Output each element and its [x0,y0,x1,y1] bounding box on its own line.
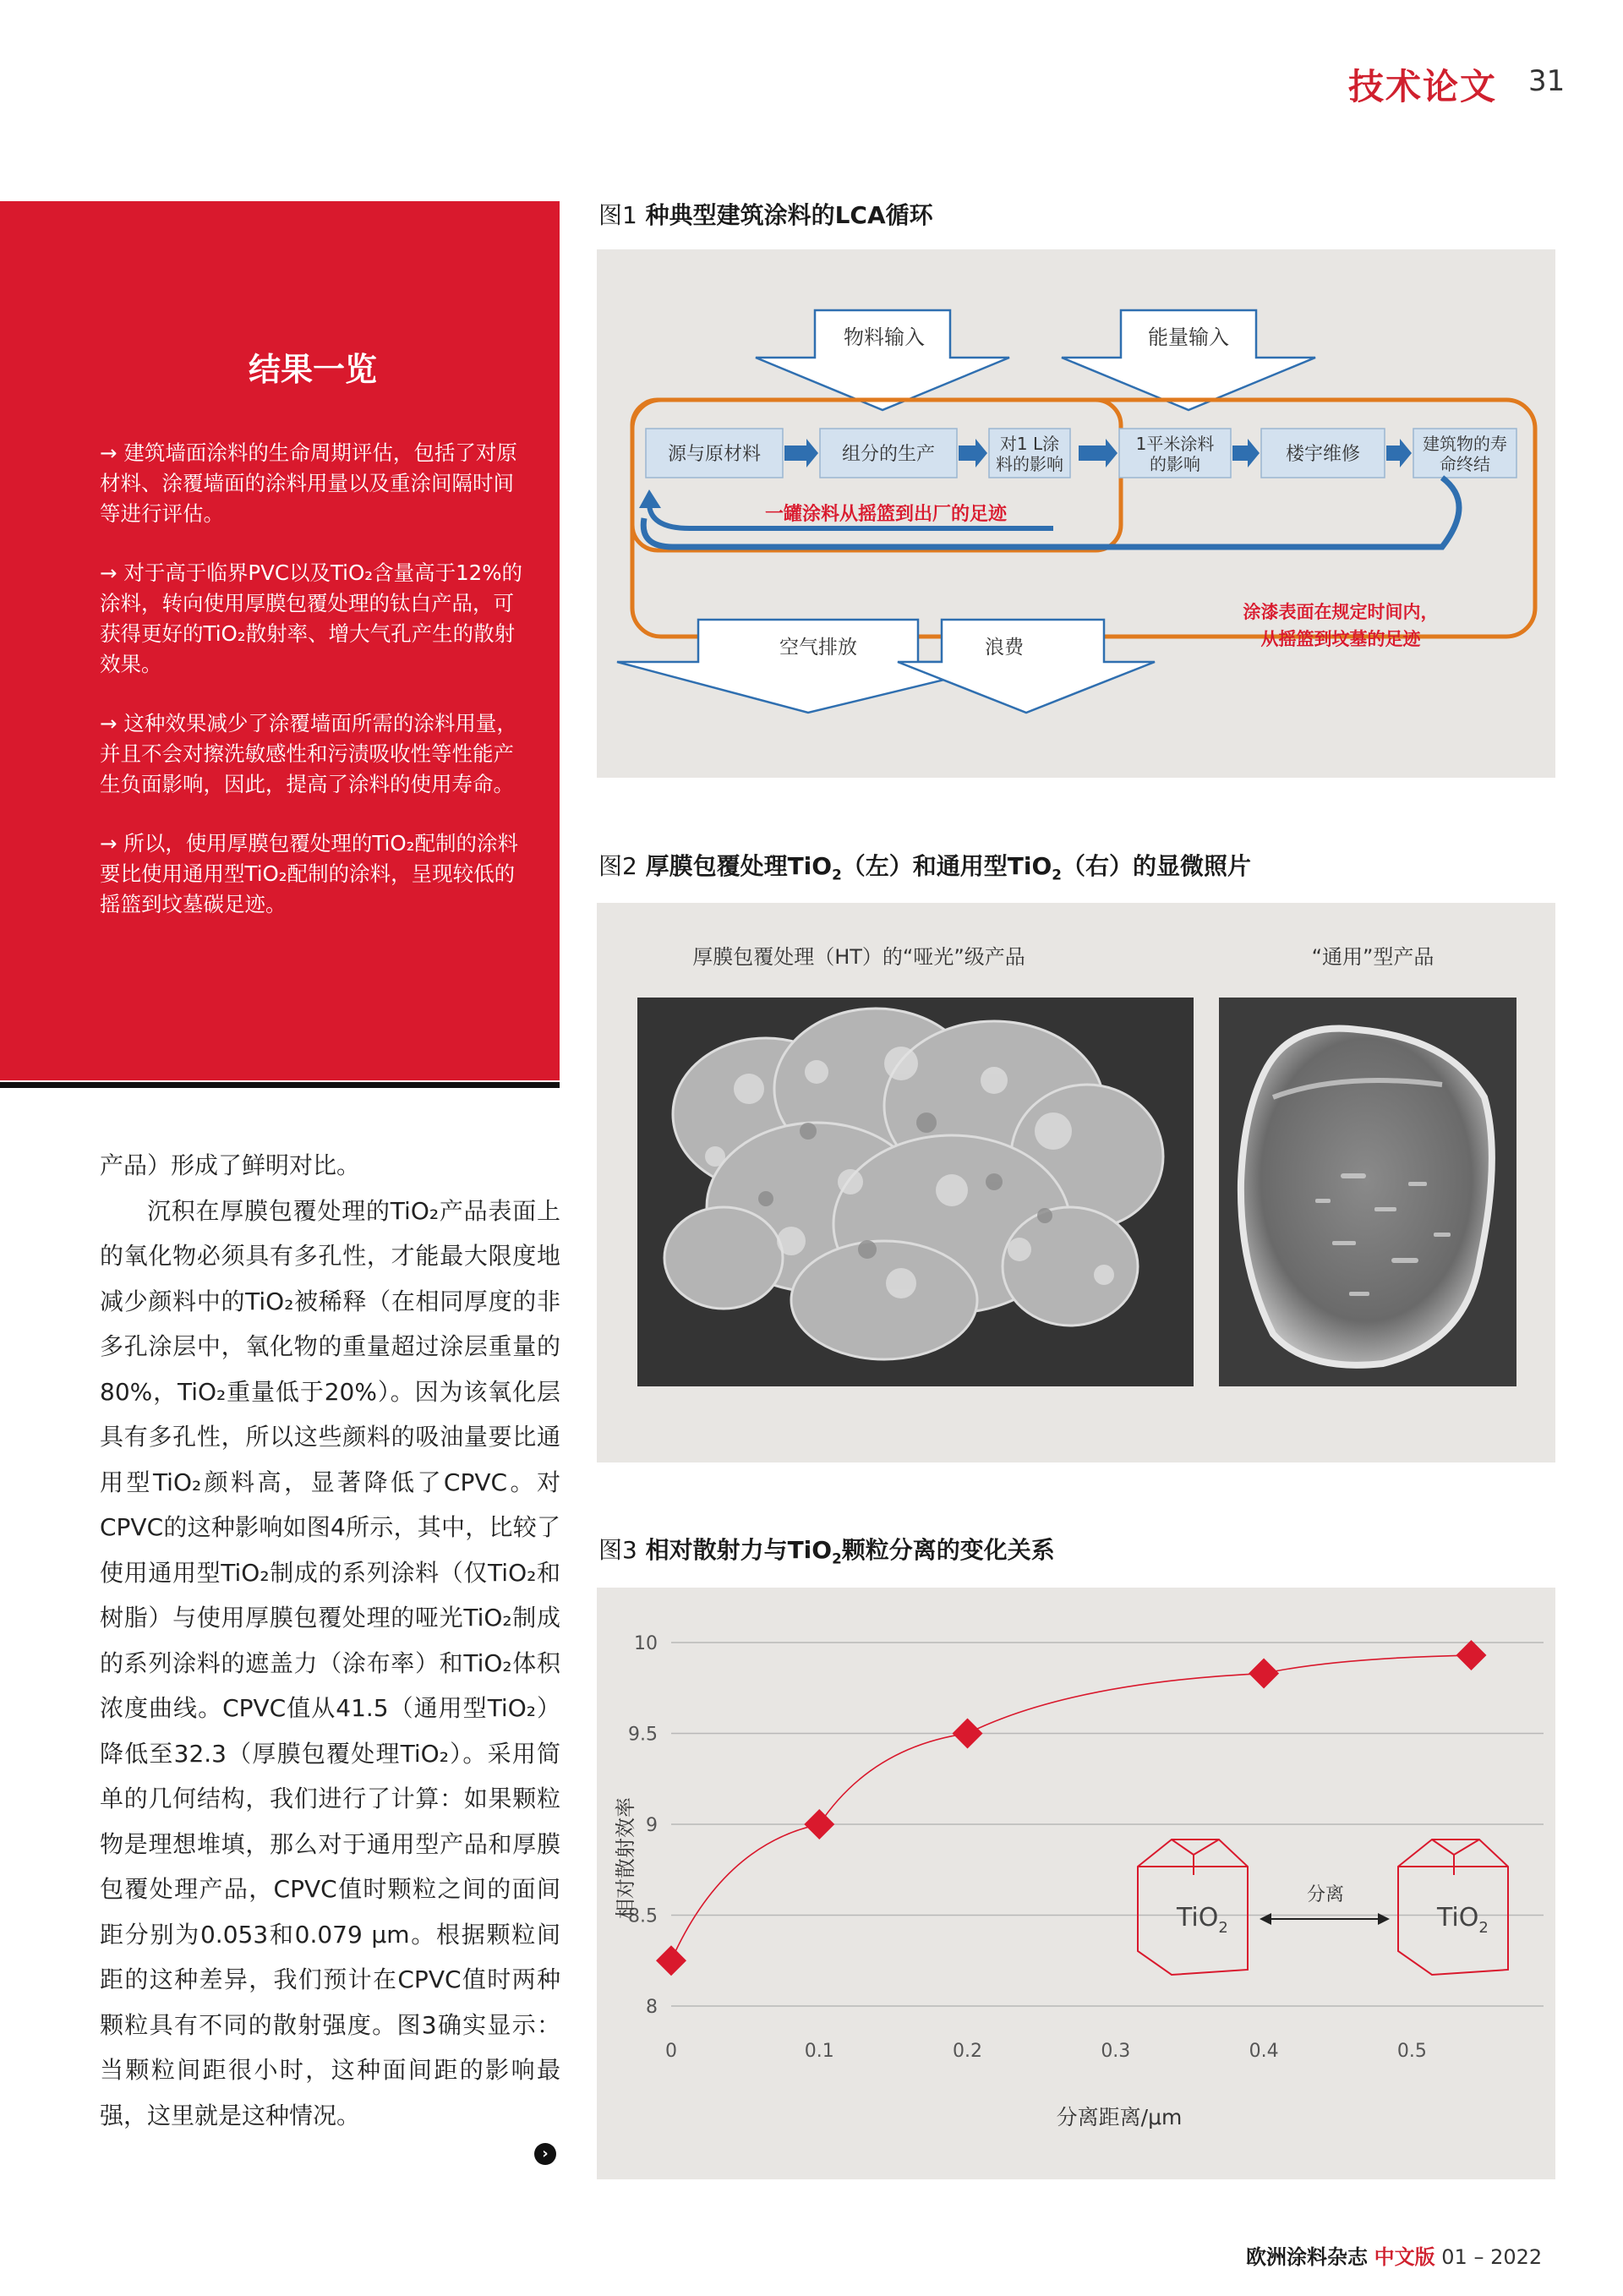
x-tick-label: 0.4 [1249,2041,1279,2062]
separation-inset [1138,1840,1508,1975]
x-tick-label: 0.3 [1101,2041,1131,2062]
process-step-component-production [820,429,957,478]
right-micrograph-label: “通用”型产品 [1311,945,1434,969]
x-tick-label: 0.1 [804,2041,834,2062]
data-point [656,1945,686,1976]
divider [0,1082,560,1088]
figure-1-lca-diagram [597,249,1555,778]
cradle-to-gate-label: 一罐涂料从摇篮到出厂的足迹 [764,504,1008,525]
y-tick-label: 8.5 [628,1905,658,1927]
figure-2-micrographs [597,903,1555,1462]
summary-panel [0,201,560,1080]
material-input-arrow [756,310,1009,410]
svg-text:能量输入: 能量输入 [1148,325,1229,349]
x-axis-label: 分离距离/μm [1056,2105,1183,2129]
left-micrograph-label: 厚膜包覆处理（HT）的“哑光”级产品 [692,945,1025,969]
universal-tio2-micrograph [1219,998,1516,1386]
process-step-building-maintenance [1261,429,1385,478]
cradle-to-grave-label-1: 涂漆表面在规定时间内， [1243,602,1439,622]
data-point [1456,1640,1486,1670]
svg-text:的影响: 的影响 [1150,454,1200,474]
svg-text:物料输入: 物料输入 [844,325,925,349]
svg-text:楼宇维修: 楼宇维修 [1285,444,1361,465]
summary-list [100,438,531,948]
svg-text:空气排放: 空气排放 [779,637,857,659]
y-tick-label: 8 [646,1997,658,2018]
y-tick-label: 9 [646,1815,658,1836]
y-tick-label: 10 [634,1633,658,1654]
process-step-raw-material [646,429,783,478]
figure-2-caption: 图2 厚膜包覆处理TiO$_2$（左）和通用型TiO$_2$（右）的显微照片 [598,852,1251,883]
waste-arrow [898,620,1155,713]
summary-title: 结果一览 [248,351,377,388]
footer [1246,2240,1542,2270]
scattering-chart [597,1588,1555,2179]
process-step-per-sqm-impact [1119,429,1231,478]
summary-item: → 所以，使用厚膜包覆处理的TiO₂配制的涂料要比使用通用型TiO₂配制的涂料，呈现较低的摇篮到坟墓碳足迹。 [100,831,518,916]
x-tick-label: 0.2 [953,2041,983,2062]
magazine-name: 欧洲涂料杂志 [1246,2245,1368,2269]
process-step-per-liter-impact [989,429,1070,478]
paragraph: 产品）形成了鲜明对比。 [100,1151,361,1179]
summary-item: → 这种效果减少了涂覆墙面所需的涂料用量，并且不会对擦洗敏感性和污渍吸收性等性能产生负面影响，因此，提高了涂料的使用寿命。 [100,711,517,796]
y-axis-label: 相对散射效率 [614,1797,637,1919]
figure-3-chart [597,1588,1555,2179]
svg-text:料的影响: 料的影响 [996,454,1063,474]
svg-text:对1 L涂: 对1 L涂 [999,434,1060,454]
cradle-to-grave-label-2: 从摇篮到坟墓的足迹 [1260,629,1421,649]
summary-item: → 对于高于临界PVC以及TiO₂含量高于12%的涂料，转向使用厚膜包覆处理的钛白产品，可获得更好的TiO₂散射率、增大气孔产生的散射效果。 [100,560,523,676]
process-step-end-of-life [1413,429,1516,478]
svg-text:TiO2: TiO$_2$ [1437,1903,1489,1937]
body-text [100,1143,560,2138]
data-point [953,1719,983,1749]
y-tick-label: 9.5 [628,1724,658,1746]
x-tick-label: 0 [665,2041,677,2062]
summary-item: → 建筑墙面涂料的生命周期评估，包括了对原材料、涂覆墙面的涂料用量以及重涂间隔时间等进行评估。 [100,440,517,526]
svg-text:TiO2: TiO$_2$ [1177,1903,1228,1937]
separation-label: 分离 [1306,1884,1345,1905]
data-point [1249,1659,1279,1689]
edition-label: 中文版 [1374,2245,1435,2269]
ht-tio2-micrograph [637,998,1194,1386]
continue-arrow-icon[interactable]: › [534,2143,556,2165]
svg-text:浪费: 浪费 [985,637,1024,659]
svg-text:1平米涂料: 1平米涂料 [1135,434,1215,454]
energy-input-arrow [1062,310,1315,410]
figure-3-caption: 图3 相对散射力与TiO$_2$颗粒分离的变化关系 [598,1536,1055,1567]
section-title: 技术论文 [1348,66,1498,107]
data-point [804,1809,834,1840]
paragraph: 沉积在厚膜包覆处理的TiO₂产品表面上的氧化物必须具有多孔性，才能最大限度地减少颜料中的TiO₂被稀释（在相同厚度的非多孔涂层中，氧化物的重量超过涂层重量的80%，TiO₂重量低于20%）。因为该氧化层具有多孔性，所以这些颜料的吸油量要比通用型TiO₂颜料高，显著降低了CPVC。对CPVC的这种影响如图4所示，其中，比较了使用通用型TiO₂制成的系列涂料（仅TiO₂和树脂）与使用厚膜包覆处理的哑光TiO₂制成的系列涂料的遮盖力（涂布率）和TiO₂体积浓度曲线。CPVC值从41.5（通用型TiO₂）降低至32.3（厚膜包覆处理TiO₂）。采用简单的几何结构，我们进行了计算：如果颗粒物是理想堆填，那么对于通用型产品和厚膜包覆处理产品，CPVC值时颗粒之间的面间距分别为0.053和0.079 μm。根据颗粒间距的这种差异，我们预计在CPVC值时两种颗粒具有不同的散射强度。图3确实显示：当颗粒间距很小时，这种面间距的影响最强，这里就是这种情况。 [100,1196,560,2129]
page-number: 31 [1528,64,1566,98]
svg-text:建筑物的寿: 建筑物的寿 [1423,434,1507,454]
x-tick-label: 0.5 [1396,2041,1427,2062]
svg-text:组分的生产: 组分的生产 [841,444,936,465]
svg-text:源与原材料: 源与原材料 [667,444,762,465]
issue-label: 01 – 2022 [1441,2245,1543,2269]
svg-text:命终结: 命终结 [1440,454,1490,474]
figure-1-caption: 图1 种典型建筑涂料的LCA循环 [598,201,933,229]
